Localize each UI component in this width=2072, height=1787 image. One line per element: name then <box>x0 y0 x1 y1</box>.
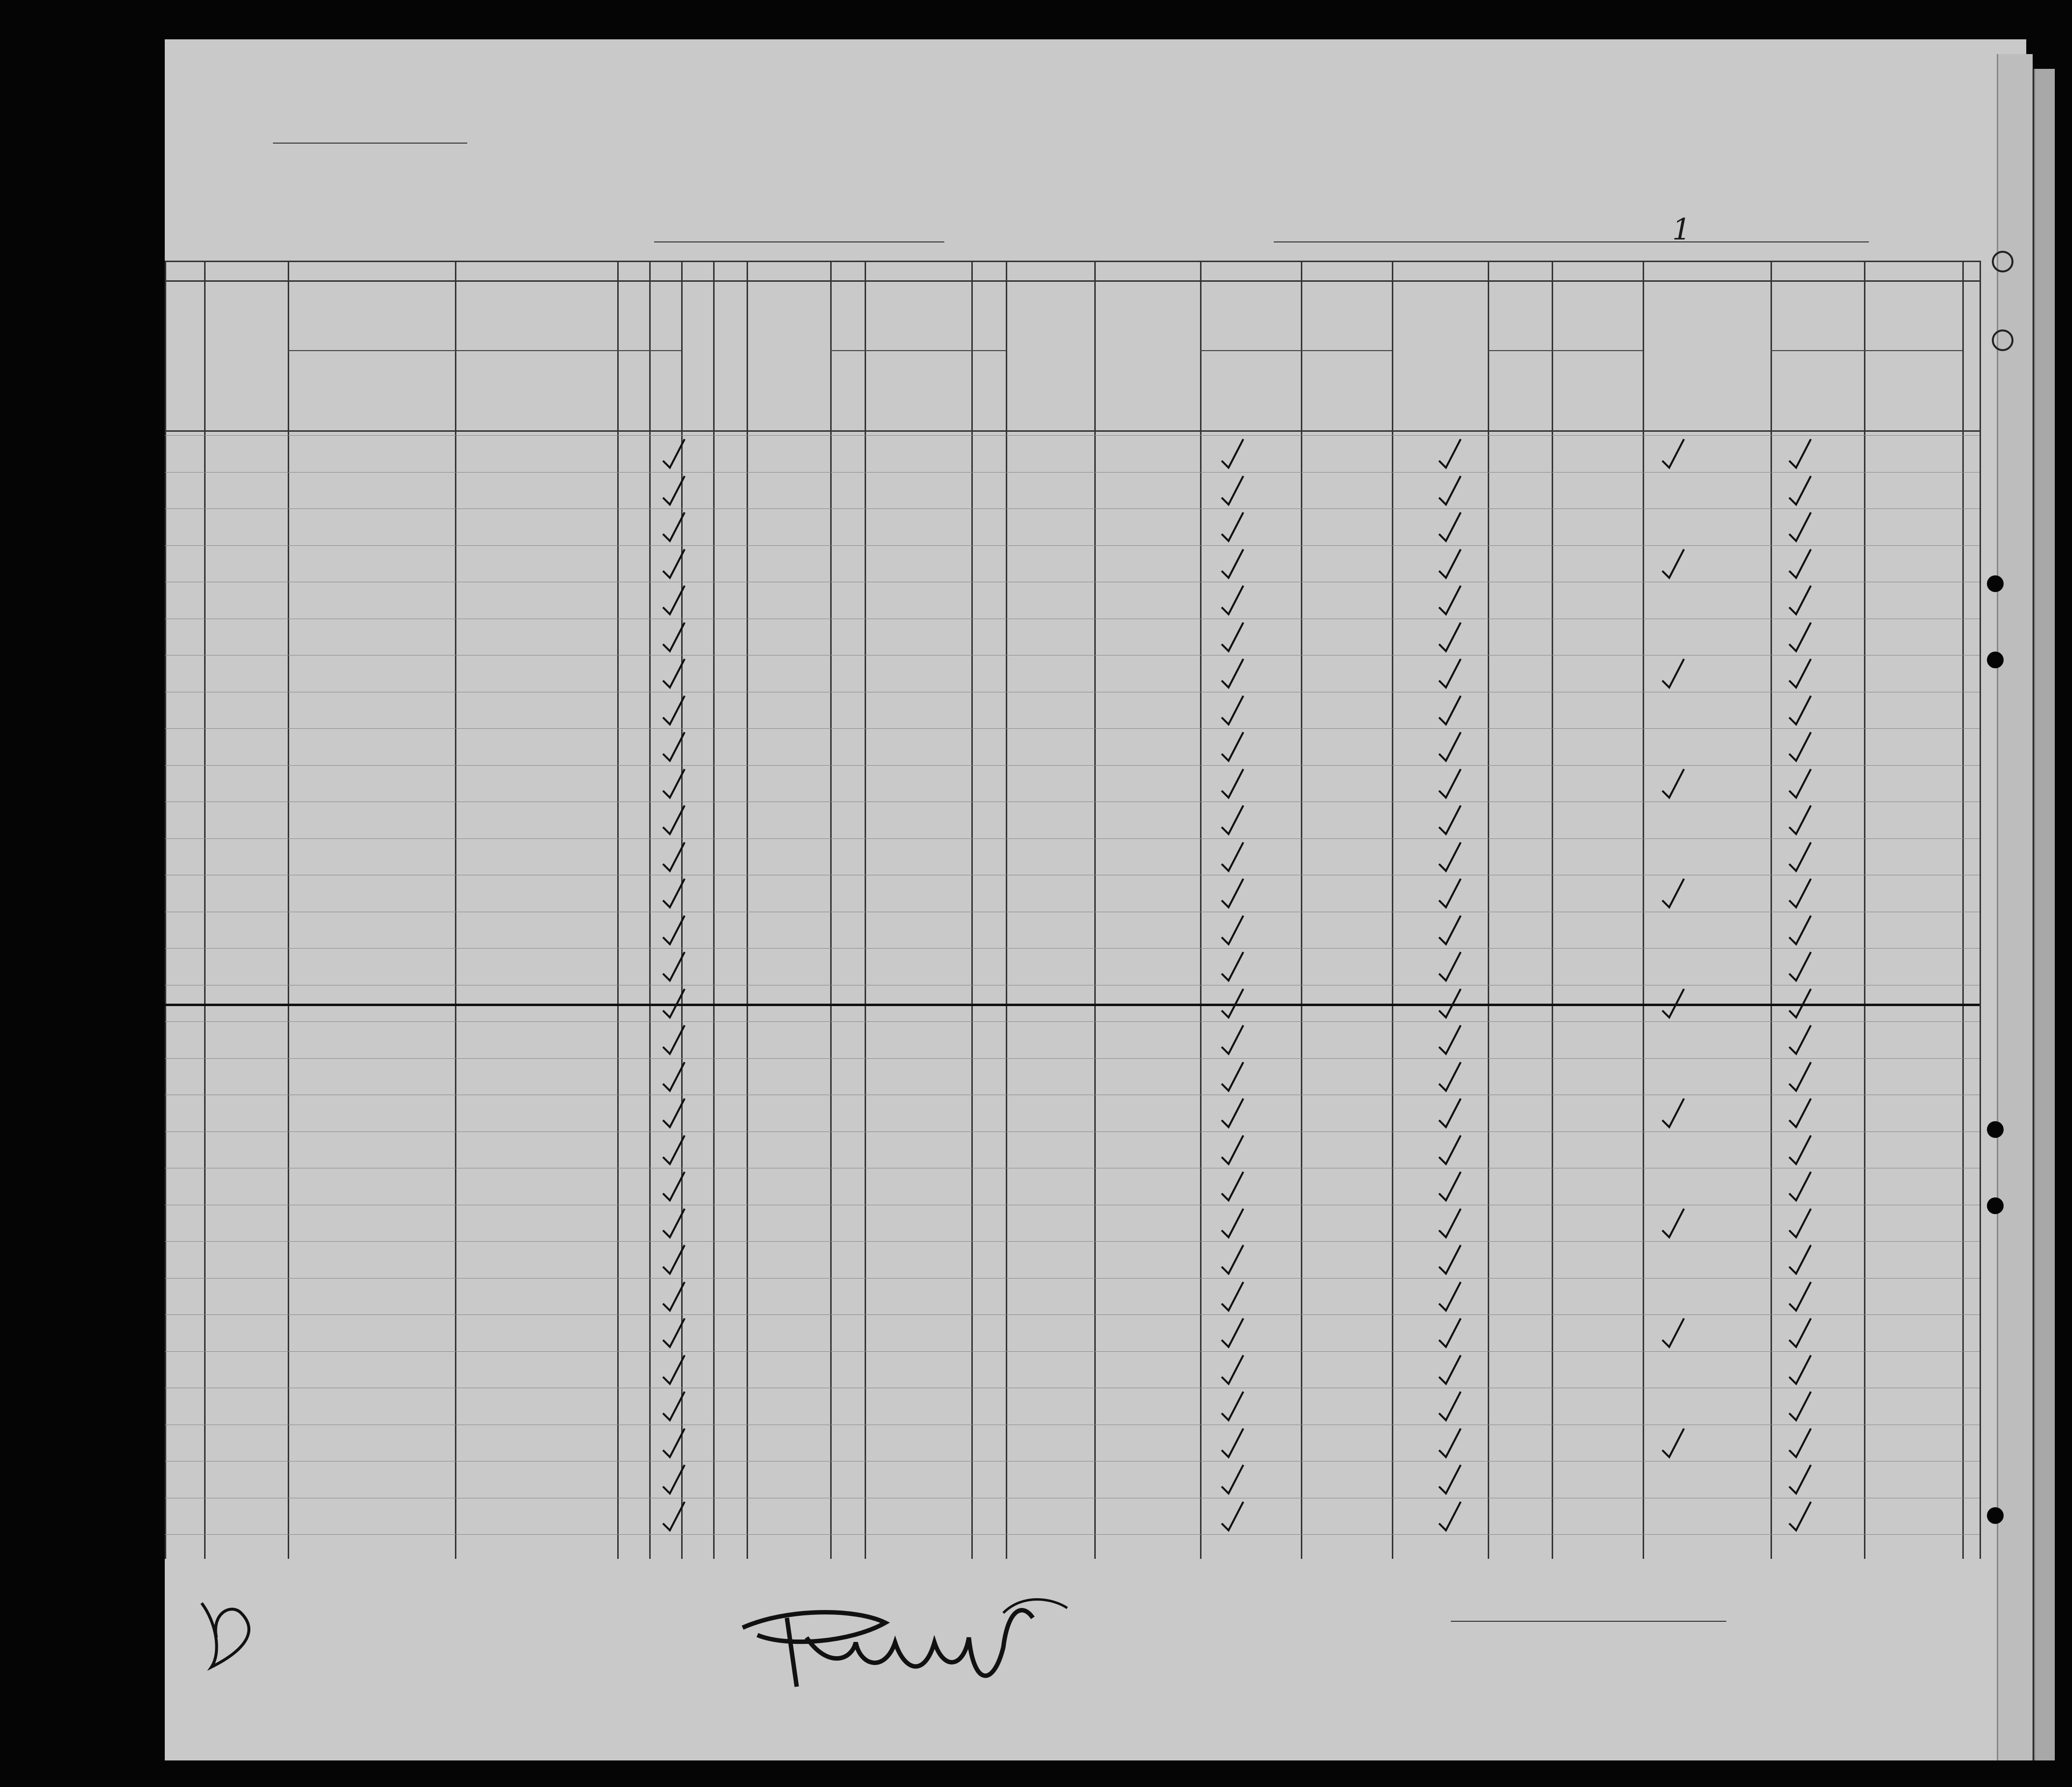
table-row <box>165 1132 1980 1168</box>
punch-hole <box>1987 1121 2004 1138</box>
table-row <box>165 508 1980 545</box>
check-mark <box>659 1169 689 1203</box>
check-mark <box>1218 1462 1247 1496</box>
table-row <box>165 545 1980 582</box>
check-mark <box>1218 1059 1247 1094</box>
check-mark <box>1785 949 1815 983</box>
check-mark <box>1435 1242 1465 1277</box>
margin-scribble <box>182 1593 270 1677</box>
table-row <box>165 1241 1980 1278</box>
check-mark <box>1435 1389 1465 1423</box>
check-mark <box>1218 620 1247 654</box>
check-mark <box>1435 583 1465 617</box>
inspector-line <box>1451 1621 1726 1622</box>
check-mark <box>1435 1426 1465 1460</box>
table-row <box>165 1498 1980 1535</box>
check-mark <box>1218 1242 1247 1277</box>
check-mark <box>1218 1499 1247 1533</box>
table-row <box>165 692 1980 729</box>
check-mark <box>659 1352 689 1387</box>
cancelled-strike-line <box>165 1004 1980 1006</box>
date-underline <box>1544 241 1869 242</box>
check-mark <box>1658 876 1688 910</box>
check-mark <box>1785 620 1815 654</box>
check-mark <box>1658 1096 1688 1130</box>
check-mark <box>659 803 689 837</box>
check-mark <box>1435 766 1465 801</box>
check-mark <box>1435 803 1465 837</box>
check-mark <box>1435 839 1465 874</box>
check-mark <box>1218 436 1247 471</box>
check-mark <box>1435 1169 1465 1203</box>
check-mark <box>1785 913 1815 947</box>
check-mark <box>659 1132 689 1167</box>
check-mark <box>1785 729 1815 764</box>
table-row <box>165 435 1980 472</box>
check-mark <box>659 1315 689 1350</box>
subheader-rule <box>1488 350 1643 351</box>
table-row <box>165 765 1980 802</box>
check-mark <box>1785 1426 1815 1460</box>
check-mark <box>1658 656 1688 690</box>
table-row <box>165 1021 1980 1058</box>
table-row <box>165 1461 1980 1498</box>
purser-signature <box>728 1588 1072 1706</box>
table-row <box>165 875 1980 912</box>
check-mark <box>659 583 689 617</box>
check-mark <box>1218 1169 1247 1203</box>
check-mark <box>1658 986 1688 1020</box>
check-mark <box>1658 766 1688 801</box>
check-mark <box>1435 1059 1465 1094</box>
list-underline <box>273 143 467 144</box>
check-mark <box>1785 839 1815 874</box>
check-mark <box>1785 1352 1815 1387</box>
check-mark <box>1218 546 1247 581</box>
check-mark <box>1785 1315 1815 1350</box>
check-mark <box>1218 876 1247 910</box>
check-mark <box>659 913 689 947</box>
check-mark <box>1435 473 1465 507</box>
subheader-rule <box>830 350 1006 351</box>
check-mark <box>1435 986 1465 1020</box>
check-mark <box>1785 1206 1815 1240</box>
check-mark <box>1785 1169 1815 1203</box>
table-row <box>165 802 1980 838</box>
check-mark <box>1435 1132 1465 1167</box>
check-mark <box>659 436 689 471</box>
check-mark <box>1218 473 1247 507</box>
check-mark <box>1785 1389 1815 1423</box>
subheader-rule <box>617 350 681 351</box>
check-mark <box>1218 986 1247 1020</box>
table-row <box>165 1278 1980 1315</box>
check-mark <box>659 1096 689 1130</box>
check-mark <box>659 1022 689 1057</box>
check-mark <box>1435 509 1465 544</box>
page-edge <box>1997 54 2033 1760</box>
check-mark <box>1435 620 1465 654</box>
check-mark <box>1435 436 1465 471</box>
check-mark <box>1785 986 1815 1020</box>
check-mark <box>1218 693 1247 727</box>
check-mark <box>1785 766 1815 801</box>
check-mark <box>659 1206 689 1240</box>
punch-hole <box>1987 652 2004 668</box>
table-row <box>165 619 1980 655</box>
check-mark <box>1785 1059 1815 1094</box>
row-rule <box>165 1534 1980 1535</box>
check-mark <box>1785 473 1815 507</box>
check-mark <box>1785 546 1815 581</box>
table-row <box>165 582 1980 619</box>
check-mark <box>1435 1022 1465 1057</box>
check-mark <box>1785 656 1815 690</box>
punch-hole <box>1987 1197 2004 1214</box>
table-row <box>165 1058 1980 1095</box>
header-rule <box>165 430 1980 432</box>
check-mark <box>1785 693 1815 727</box>
table-row <box>165 1351 1980 1388</box>
ring-hole <box>1992 251 2013 272</box>
check-mark <box>659 693 689 727</box>
check-mark <box>1218 1389 1247 1423</box>
table-row <box>165 655 1980 692</box>
date-day-handwritten: 1 <box>1672 212 1691 247</box>
check-mark <box>659 839 689 874</box>
check-mark <box>659 1389 689 1423</box>
check-mark <box>1785 1242 1815 1277</box>
check-mark <box>1435 693 1465 727</box>
check-mark <box>1785 803 1815 837</box>
check-mark <box>659 1279 689 1313</box>
table-row <box>165 1168 1980 1205</box>
check-mark <box>1435 1096 1465 1130</box>
ring-hole <box>1992 329 2013 351</box>
check-mark <box>659 876 689 910</box>
check-mark <box>1435 876 1465 910</box>
check-mark <box>1218 1426 1247 1460</box>
check-mark <box>1435 1279 1465 1313</box>
check-mark <box>1658 1426 1688 1460</box>
check-mark <box>659 473 689 507</box>
check-mark <box>1218 913 1247 947</box>
check-mark <box>1785 583 1815 617</box>
check-mark <box>1218 656 1247 690</box>
table-row <box>165 1205 1980 1242</box>
punch-hole <box>1987 1507 2004 1524</box>
table-row <box>165 1425 1980 1461</box>
check-mark <box>1785 1022 1815 1057</box>
check-mark <box>1218 766 1247 801</box>
header-rule <box>165 261 1980 262</box>
check-mark <box>659 766 689 801</box>
table-row <box>165 1314 1980 1351</box>
check-mark <box>659 546 689 581</box>
subheader-rule <box>288 350 617 351</box>
check-mark <box>1785 1096 1815 1130</box>
check-mark <box>1785 1499 1815 1533</box>
check-mark <box>659 729 689 764</box>
check-mark <box>1435 913 1465 947</box>
check-mark <box>659 1499 689 1533</box>
table-row <box>165 472 1980 509</box>
check-mark <box>659 986 689 1020</box>
page-edge-back <box>2034 69 2055 1760</box>
column-rule <box>1980 261 1981 1559</box>
check-mark <box>1435 656 1465 690</box>
check-mark <box>1435 729 1465 764</box>
check-mark <box>1435 949 1465 983</box>
check-mark <box>1785 1462 1815 1496</box>
check-mark <box>1435 1206 1465 1240</box>
check-mark <box>1218 1096 1247 1130</box>
table-row <box>165 1388 1980 1425</box>
check-mark <box>659 1242 689 1277</box>
check-mark <box>1218 839 1247 874</box>
check-mark <box>1435 1462 1465 1496</box>
check-mark <box>1218 1132 1247 1167</box>
table-row <box>165 1095 1980 1132</box>
check-mark <box>659 1059 689 1094</box>
check-mark <box>1218 1279 1247 1313</box>
check-mark <box>1658 546 1688 581</box>
check-mark <box>1435 546 1465 581</box>
check-mark <box>1218 1352 1247 1387</box>
check-mark <box>659 1462 689 1496</box>
check-mark <box>659 1426 689 1460</box>
header-rule <box>165 280 1980 282</box>
check-mark <box>1218 1206 1247 1240</box>
subheader-rule <box>1200 350 1392 351</box>
check-mark <box>1658 1206 1688 1240</box>
subheader-rule <box>1771 350 1962 351</box>
check-mark <box>659 949 689 983</box>
table-row <box>165 838 1980 875</box>
table-row <box>165 948 1980 985</box>
check-mark <box>1218 509 1247 544</box>
check-mark <box>1658 436 1688 471</box>
check-mark <box>1218 949 1247 983</box>
check-mark <box>1785 876 1815 910</box>
check-mark <box>1435 1499 1465 1533</box>
table-row <box>165 912 1980 949</box>
check-mark <box>1218 1022 1247 1057</box>
check-mark <box>1218 1315 1247 1350</box>
check-mark <box>1218 583 1247 617</box>
table-row <box>165 728 1980 765</box>
check-mark <box>659 509 689 544</box>
check-mark <box>659 620 689 654</box>
check-mark <box>1785 436 1815 471</box>
check-mark <box>1785 509 1815 544</box>
check-mark <box>1658 1315 1688 1350</box>
ship-underline <box>654 241 944 242</box>
check-mark <box>1218 729 1247 764</box>
check-mark <box>1435 1352 1465 1387</box>
check-mark <box>1435 1315 1465 1350</box>
check-mark <box>659 656 689 690</box>
punch-hole <box>1987 575 2004 592</box>
check-mark <box>1785 1132 1815 1167</box>
check-mark <box>1785 1279 1815 1313</box>
check-mark <box>1218 803 1247 837</box>
